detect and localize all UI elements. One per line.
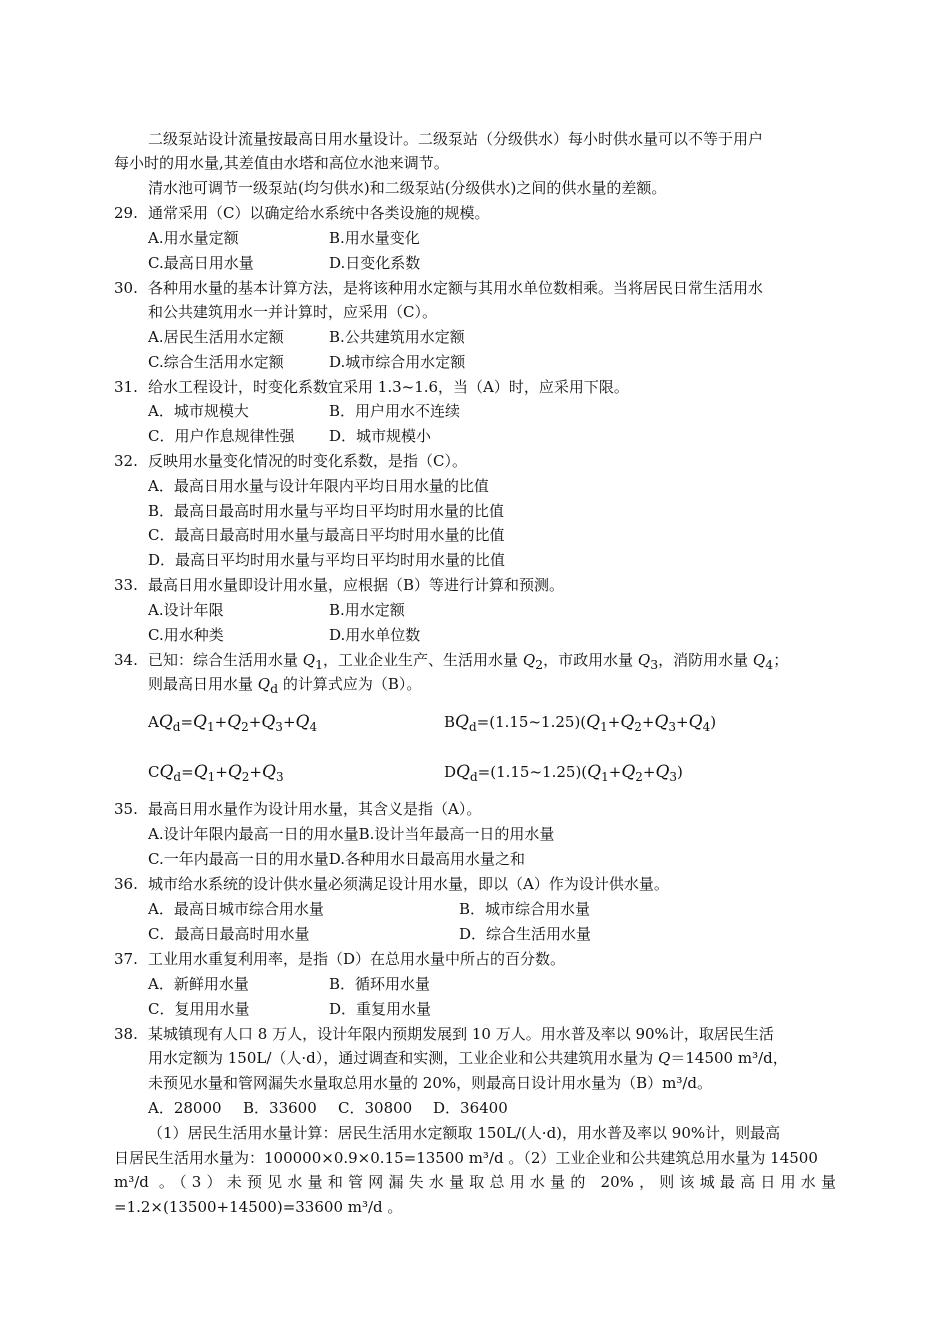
formula-option-c: $CQ_d=Q_1+Q_2+Q_3$ <box>148 762 284 784</box>
question-stem: 未预见水量和管网漏失水量取总用水量的 20%，则最高日设计用水量为（B）m³/d。 <box>148 1074 713 1092</box>
option-a: A.用水量定额 <box>148 229 239 247</box>
option-b: B.公共建筑用水定额 <box>329 328 465 346</box>
question-stem: 城市给水系统的设计供水量必须满足设计用水量，即以（A）作为设计供水量。 <box>148 875 669 893</box>
formula-option-b: $BQ_d=(1.15\sim 1.25)(Q_1+Q_2+Q_3+Q_4)$ <box>444 712 717 734</box>
option-c: C.用水种类 <box>148 626 224 644</box>
question-stem: 用水定额为 150L/（人·d），通过调查和实测，工业企业和公共建筑用水量为 Q＝14500 m³/d， <box>148 1049 788 1067</box>
question-stem: 已知：综合生活用水量 $Q_1$，工业企业生产、生活用水量 $Q_2$，市政用水量 $Q_3$，消防用水量 $Q_4$； <box>148 651 789 672</box>
option-d: D.日变化系数 <box>329 254 421 272</box>
option-c: C.综合生活用水定额 <box>148 353 284 371</box>
question-number: 36. <box>114 875 138 893</box>
option-a: A．新鲜用水量 <box>148 975 249 993</box>
question-number: 37. <box>114 950 138 968</box>
formula-option-a: $AQ_d=Q_1+Q_2+Q_3+Q_4$ <box>148 712 318 734</box>
solution-line-1: （1）居民生活用水量计算：居民生活用水定额取 150L/(人·d)，用水普及率以 90%计，则最高 <box>148 1124 781 1142</box>
question-stem: 则最高日用水量 $Q_d$ 的计算式应为（B）。 <box>148 675 422 696</box>
option-c: C．复用用水量 <box>148 1000 250 1018</box>
question-stem: 最高日用水量作为设计用水量，其含义是指（A）。 <box>148 800 482 818</box>
option-d: D.用水单位数 <box>329 626 421 644</box>
intro-paragraph-2: 清水池可调节一级泵站(均匀供水)和二级泵站(分级供水)之间的供水量的差额。 <box>148 179 667 197</box>
question-stem: 最高日用水量即设计用水量，应根据（B）等进行计算和预测。 <box>148 576 565 594</box>
option-b: B．用户用水不连续 <box>329 402 461 420</box>
intro-paragraph-1-line-2: 每小时的用水量,其差值由水塔和高位水池来调节。 <box>114 154 449 172</box>
intro-paragraph-1-line-1: 二级泵站设计流量按最高日用水量设计。二级泵站（分级供水）每小时供水量可以不等于用户 <box>148 130 764 148</box>
solution-line-4: =1.2×(13500+14500)=33600 m³/d 。 <box>114 1198 403 1216</box>
option-b: B.用水量变化 <box>329 229 420 247</box>
question-stem: 工业用水重复利用率，是指（D）在总用水量中所占的百分数。 <box>148 950 566 968</box>
option-d: D．最高日平均时用水量与平均日平均时用水量的比值 <box>148 551 506 569</box>
option-ab: A.设计年限内最高一日的用水量B.设计当年最高一日的用水量 <box>148 825 555 843</box>
option-c: C．30800 <box>338 1099 413 1117</box>
option-b: B．循环用水量 <box>329 975 431 993</box>
option-a: A．城市规模大 <box>148 402 249 420</box>
option-c: C．最高日最高时用水量与最高日平均时用水量的比值 <box>148 526 505 544</box>
solution-line-3: m³/d 。（3）未预见水量和管网漏失水量取总用水量的 20%，则该城最高日用水量 <box>114 1173 836 1191</box>
option-d: D．综合生活用水量 <box>459 925 592 943</box>
question-number: 30. <box>114 279 138 297</box>
option-a: A．28000 <box>148 1099 222 1117</box>
solution-line-2: 日居民生活用水量为：100000×0.9×0.15=13500 m³/d 。（2）工业企业和公共建筑总用水量为 14500 <box>114 1149 818 1167</box>
question-stem: 各种用水量的基本计算方法，是将该种用水定额与其用水单位数相乘。当将居民日常生活用水 <box>148 279 764 297</box>
option-c: C．最高日最高时用水量 <box>148 925 310 943</box>
question-stem: 给水工程设计，时变化系数宜采用 1.3~1.6，当（A）时，应采用下限。 <box>148 378 629 396</box>
option-d: D．36400 <box>433 1099 508 1117</box>
formula-option-d: $DQ_d=(1.15\sim 1.25)(Q_1+Q_2+Q_3)$ <box>444 762 683 784</box>
question-number: 33. <box>114 576 138 594</box>
question-stem: 通常采用（C）以确定给水系统中各类设施的规模。 <box>148 204 490 222</box>
option-c: C．用户作息规律性强 <box>148 427 295 445</box>
question-number: 31. <box>114 378 138 396</box>
question-stem: 某城镇现有人口 8 万人，设计年限内预期发展到 10 万人。用水普及率以 90%计，取居民生活 <box>148 1025 774 1043</box>
option-a: A.居民生活用水定额 <box>148 328 284 346</box>
question-stem: 反映用水量变化情况的时变化系数，是指（C）。 <box>148 452 467 470</box>
option-cd: C.一年内最高一日的用水量D.各种用水日最高用水量之和 <box>148 850 525 868</box>
option-d: D．城市规模小 <box>329 427 432 445</box>
option-b: B.用水定额 <box>329 601 405 619</box>
question-number: 29. <box>114 204 138 222</box>
option-c: C.最高日用水量 <box>148 254 254 272</box>
option-d: D．重复用水量 <box>329 1000 432 1018</box>
option-a: A.设计年限 <box>148 601 224 619</box>
option-b: B．最高日最高时用水量与平均日平均时用水量的比值 <box>148 502 505 520</box>
option-a: A．最高日用水量与设计年限内平均日用水量的比值 <box>148 477 489 495</box>
option-b: B．33600 <box>243 1099 317 1117</box>
question-stem: 和公共建筑用水一并计算时，应采用（C）。 <box>148 303 437 321</box>
option-b: B．城市综合用水量 <box>459 900 591 918</box>
question-number: 34. <box>114 651 138 669</box>
question-number: 38. <box>114 1025 138 1043</box>
question-number: 32. <box>114 452 138 470</box>
option-d: D.城市综合用水定额 <box>329 353 466 371</box>
option-a: A．最高日城市综合用水量 <box>148 900 324 918</box>
question-number: 35. <box>114 800 138 818</box>
